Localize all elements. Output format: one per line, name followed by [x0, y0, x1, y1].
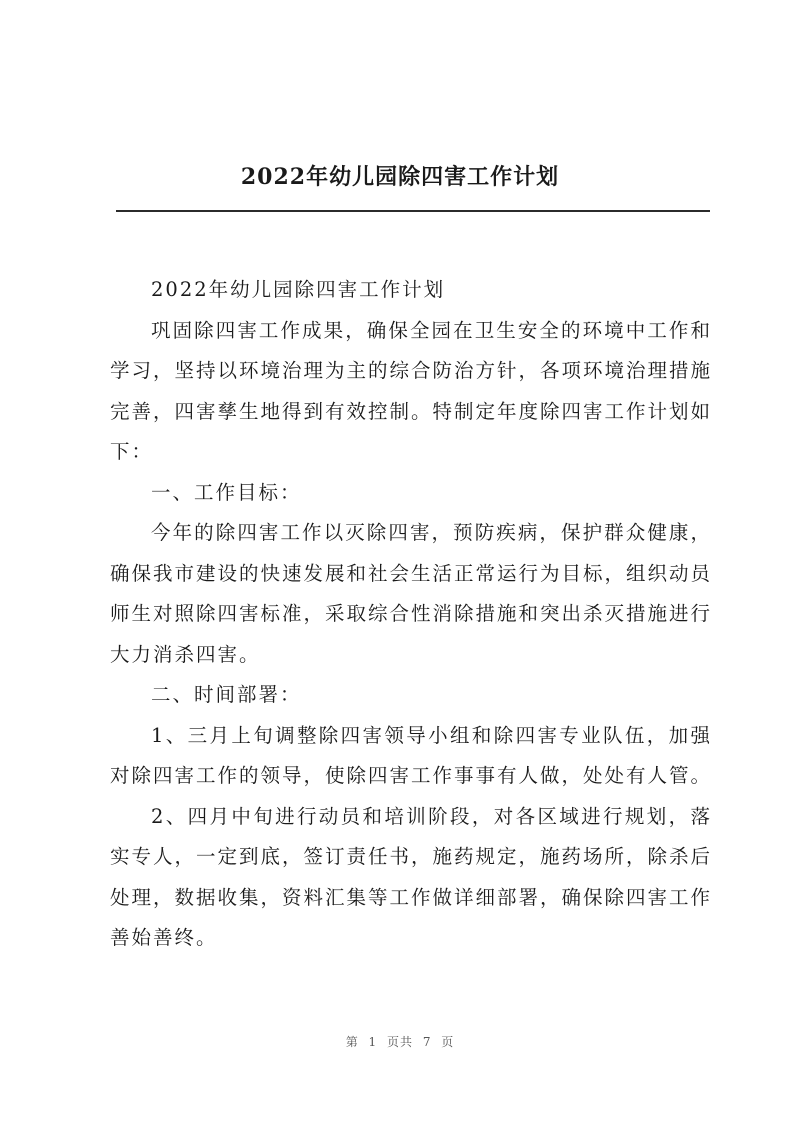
- section-heading-schedule: 二、时间部署：: [151, 683, 302, 706]
- section-heading-goals: 一、工作目标：: [151, 480, 302, 504]
- document-body: [110, 270, 712, 959]
- page-title: 2022年幼儿园除四害工作计划: [240, 164, 560, 190]
- page-number: 第 1 页共 7 页: [345, 1035, 455, 1049]
- paragraph-schedule-item-1: 1、三月上旬调整除四害领导小组和除四害专业队伍，加强对除四害工作的领导，使除四害工作事事有人做，处处有人管。: [110, 723, 713, 787]
- title-divider: [116, 210, 710, 212]
- paragraph-goals: 今年的除四害工作以灭除四害，预防疾病，保护群众健康，确保我市建设的快速发展和社会生活正常运行为目标，组织动员师生对照除四害标准，采取综合性消除措施和突出杀灭措施进行大力消杀四害。: [110, 521, 713, 666]
- paragraph-heading: 2022年幼儿园除四害工作计划: [151, 278, 446, 301]
- paragraph-intro: 巩固除四害工作成果，确保全园在卫生安全的环境中工作和学习，坚持以环境治理为主的综合防治方针，各项环境治理措施完善，四害孳生地得到有效控制。特制定年度除四害工作计划如下：: [110, 318, 713, 463]
- paragraph-schedule-item-2: 2、四月中旬进行动员和培训阶段，对各区域进行规划，落实专人，一定到底，签订责任书，施药规定，施药场所，除杀后处理，数据收集，资料汇集等工作做详细部署，确保除四害工作善始善终。: [110, 804, 713, 949]
